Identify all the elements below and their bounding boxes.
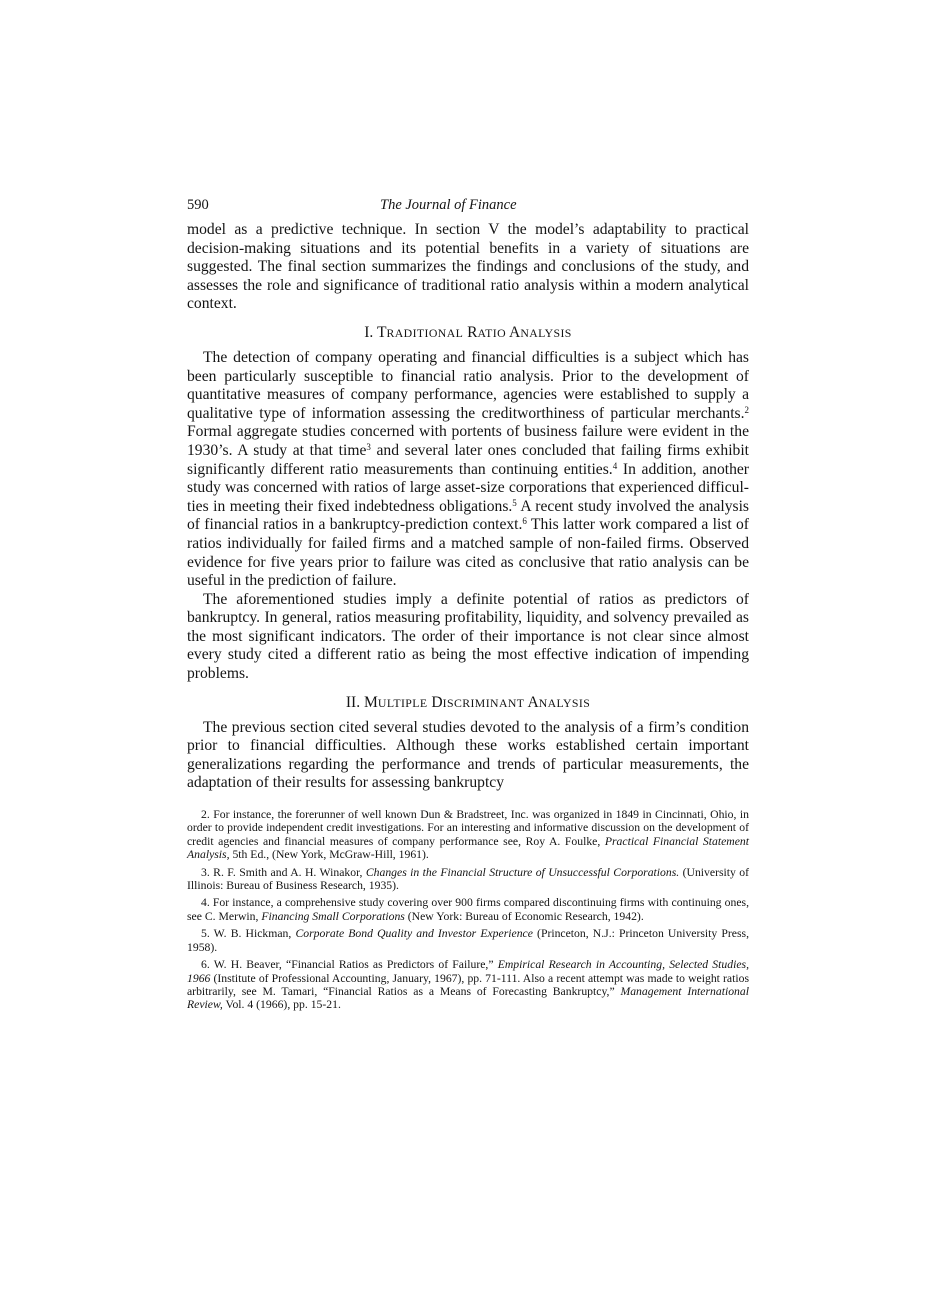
- footnote-ref-4: 4: [612, 460, 618, 471]
- section-heading-multiple-discriminant-analysis: II. MULTIPLE DISCRIMINANT ANALYSIS: [345, 693, 591, 711]
- section-heading-traditional-ratio-analysis: I. TRADITIONAL RATIO ANALYSIS: [364, 323, 572, 341]
- footnote-6: 6. W. H. Beaver, “Financial Ratios as Predictors of Failure,” Empirical Research in Accounting, Selected Studies, 1966 (Institute of Professional Accounting, January, 1967), pp. 71-111. Also a recent attempt was made to weight ratios arbitrarily, see M. Tamari, “Financial Ratios as a Means of Forecasting Bankruptcy,” Management International Review, Vol. 4 (1966), pp. 15-21.: [187, 958, 749, 1012]
- footnote-ref-2: 2: [744, 404, 749, 415]
- footnote-4: 4. For instance, a comprehensive study covering over 900 firms compared discontinuing firms with continuing ones, see C. Merwin, Financing Small Corporations (New York: Bureau of Economic Research, 1942).: [187, 896, 749, 923]
- section-numeral: I.: [364, 323, 374, 341]
- footnote-ref-3: 3: [366, 441, 371, 452]
- page-number: 590: [187, 197, 209, 213]
- footnote-ref-5: 5: [512, 497, 517, 508]
- section-numeral: II.: [345, 693, 361, 711]
- journal-title: The Journal of Finance: [380, 197, 517, 213]
- section1-paragraph-2: The aforementioned studies imply a definite potential of ratios as predictors of bankruptcy. In general, ratios measuring profitability, liquidity, and solvency prevailed as the most significant indicators. The order of their importance is not clear since almost every study cited a different ratio as being the most effective indication of impending problems.: [187, 590, 749, 683]
- footnote-ref-6: 6: [522, 516, 527, 527]
- footnotes: [187, 808, 749, 1012]
- footnote-2: 2. For instance, the forerunner of well known Dun & Bradstreet, Inc. was organized in 1849 in Cincinnati, Ohio, in order to provide independent credit investigations. For an interesting and informative discussion on the development of credit agencies and financial measures of company performance see, Roy A. Foulke, Practical Financial Statement Analysis, 5th Ed., (New York, McGraw-Hill, 1961).: [187, 808, 750, 862]
- footnote-3: 3. R. F. Smith and A. H. Winakor, Changes in the Financial Structure of Unsuccessful Corporations. (University of Illinois: Bureau of Business Research, 1935).: [187, 865, 750, 893]
- running-head: [187, 197, 749, 217]
- intro-paragraph: model as a predictive technique. In section V the model’s adaptability to practical decision-making situations and its potential benefits in a variety of situations are suggested. The final section summarizes the findings and conclusions of the study, and assesses the role and significance of traditional ratio analysis within a modern analytical context.: [187, 221, 749, 313]
- journal-page: [187, 197, 749, 1016]
- footnote-5: 5. W. B. Hickman, Corporate Bond Quality and Investor Experience (Princeton, N.J.: Princeton University Press, 1958).: [187, 927, 749, 954]
- body-text: [187, 221, 749, 793]
- section2-paragraph-1: The previous section cited several studies devoted to the analysis of a firm’s condition prior to financial difficulties. Although these works established certain important generalizations regarding the performance and trends of particular measurements, the adaptation of their results for assessing bankruptcy: [187, 718, 749, 792]
- section1-paragraph-1: The detection of company operating and financial difficulties is a subject which has been particularly susceptible to financial ratio analysis. Prior to the development of quantitative measures of company performance, agencies were established to supply a qualitative type of information assessing the creditworthiness of particular merchants.$^2$ Formal aggregate studies concerned with portents of business failure were evident in the 1930’s. A study at that time$^3$ and several later ones concluded that failing firms exhibit significantly different ratio measurements than continuing entities.$^4$ In addition, another study was concerned with ratios of large asset-size corporations that experienced difficulties in meeting their fixed indebtedness obligations.$^5$ A recent study involved the analysis of financial ratios in a bankruptcy-prediction context.$^6$ This latter work compared a list of ratios individually for failed firms and a matched sample of non-failed firms. Observed evidence for five years prior to failure was cited as conclusive that ratio analysis can be useful in the prediction of failure.: [187, 348, 749, 590]
